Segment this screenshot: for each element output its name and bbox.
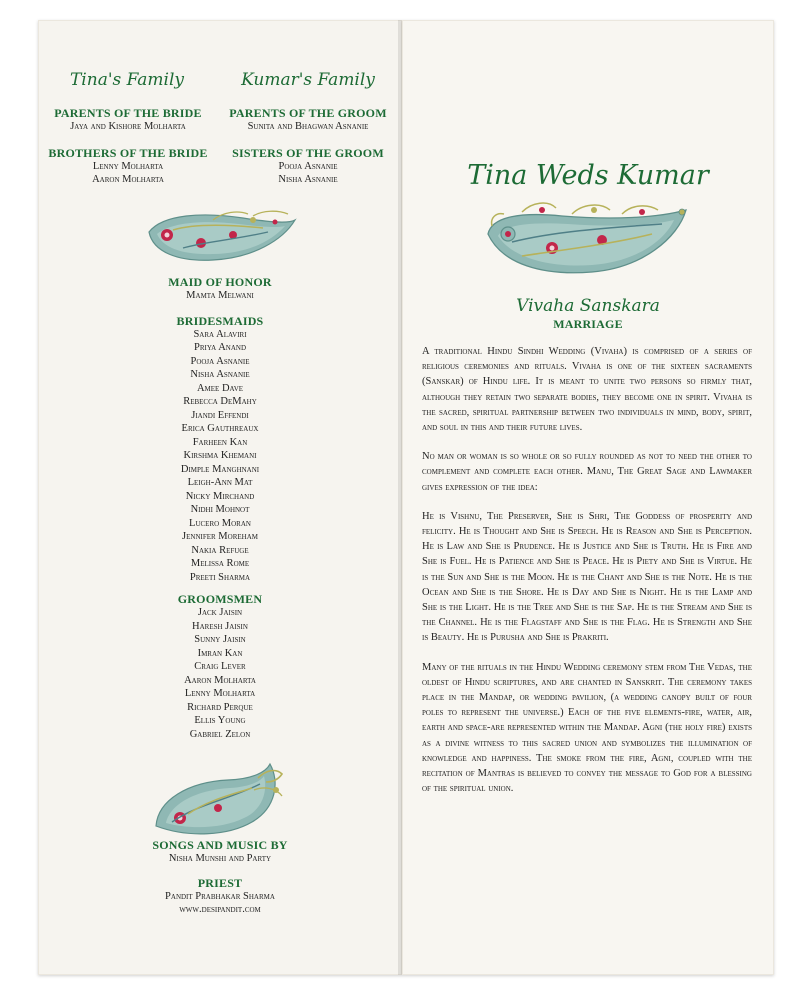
groom-family-title: Kumar's Family [241, 70, 375, 90]
party-member-name: Aaron Molharta [184, 674, 256, 686]
subtitle-block [402, 296, 774, 331]
groomsmen-heading: GROOMSMEN [177, 592, 263, 606]
priest-website: www.desipandit.com [179, 904, 261, 915]
party-member-name: Melissa Rome [190, 558, 250, 569]
sisters-groom-name: Nisha Asnanie [278, 174, 338, 185]
party-member-name: Preeti Sharma [189, 571, 251, 583]
party-member-name: Farheen Kan [192, 436, 248, 448]
body-paragraph: Many of the rituals in the Hindu Wedding ceremony stem from The Vedas, the oldest of Hindu scriptures, and are chanted in Sanskrit. The ceremony takes place in the Mandap, or wedding pavilion, (a wedding canopy built of four poles to represent the universe.) Each of the five elements-fire, water, air, earth and space-are represented within the Mandap. Agni (the holy fire) exists as a divine witness to this sacred union and symbolizes the illumination of knowledge and happiness. The smoke from the fire, Agni, coupled with the recitation of Mantras is believed to convey the message to God for a blessing of the spiritual union. [422, 661, 752, 795]
party-member-name: Pooja Asnanie [190, 355, 250, 367]
party-member-name: Craig Lever [194, 661, 246, 672]
right-panel [402, 20, 774, 975]
party-member-name: Sunny Jaisin [194, 634, 246, 645]
sisters-groom-name: Pooja Asnanie [278, 160, 338, 172]
party-member-name: Nidhi Mohnot [190, 504, 250, 515]
brothers-bride-heading: BROTHERS OF THE BRIDE [48, 145, 208, 160]
body-paragraph: No man or woman is so whole or so fully rounded as not to need the other to complement and complete each other. Manu, The Great Sage and Lawmaker gives expression of the idea: [422, 451, 752, 493]
parents-bride-names: Jaya and Kishore Molharta [70, 121, 186, 132]
party-member-name: Ellis Young [194, 715, 246, 726]
priest-heading: PRIEST [197, 875, 243, 890]
body-text [422, 344, 752, 810]
title-block [402, 160, 774, 192]
page-title: Tina Weds Kumar [467, 160, 709, 191]
party-member-name: Rebecca DeMahy [183, 396, 257, 407]
parents-groom-names: Sunita and Bhagwan Asnanie [247, 121, 369, 132]
parents-bride-heading: PARENTS OF THE BRIDE [54, 106, 202, 120]
party-member-name: Leigh-Ann Mat [187, 477, 253, 488]
body-paragraph: He is Vishnu, The Preserver, She is Shri, The Goddess of prosperity and felicity. He is Thought and She is Speech. He is Reason and She is Perception. He is Law and She is Prudence. He is Justice and She is Truth. He is Fire and She is Fuel. He is Patience and She is Peace. He is Piety and She is Virtue. He is the Sun and She is the Moon. He is the Chant and She is the Note. He is the Ocean and She is the Shore. He is Day and She is Night. He is the Lamp and She is the Light. He is the Tree and She is the Sap. He is the Stream and She is the Channel. He is the Flagstaff and She is the Flag. He is Strength and She is Beauty. He is Purusha and She is Prakriti. [422, 510, 752, 644]
bridesmaids-list [38, 328, 402, 585]
maid-of-honor-name: Mamta Melwani [186, 290, 254, 301]
party-member-name: Gabriel Zelon [189, 728, 251, 740]
parents-groom-heading: PARENTS OF THE GROOM [229, 106, 387, 120]
party-member-name: Nicky Mirchand [185, 490, 255, 502]
credits-section [38, 838, 402, 917]
party-member-name: Jack Jaisin [197, 607, 243, 618]
paisley-ornament [148, 760, 288, 840]
paisley-ornament [482, 198, 692, 278]
party-member-name: Sara Alaviri [193, 328, 247, 340]
maid-of-honor-heading: MAID OF HONOR [168, 275, 272, 289]
songs-heading: SONGS AND MUSIC BY [152, 838, 288, 852]
party-member-name: Priya Anand [193, 342, 247, 353]
songs-name: Nisha Munshi and Party [168, 853, 272, 864]
party-member-name: Kirshma Khemani [183, 450, 257, 461]
page-subtitle: Vivaha Sanskara [516, 296, 660, 316]
section-heading: MARRIAGE [553, 317, 623, 331]
brothers-bride-name: Lenny Molharta [92, 160, 164, 172]
party-member-name: Lucero Moran [189, 517, 251, 529]
party-member-name: Lenny Molharta [184, 688, 256, 699]
wedding-party-list [38, 275, 402, 741]
bride-family-column [38, 70, 218, 187]
party-member-name: Jiandi Effendi [191, 409, 249, 421]
bridesmaids-heading: BRIDESMAIDS [176, 313, 264, 328]
priest-name: Pandit Prabhakar Sharma [165, 890, 275, 902]
left-panel [38, 20, 402, 975]
party-member-name: Imran Kan [197, 647, 243, 659]
party-member-name: Dimple Manghnani [180, 463, 260, 475]
groomsmen-list [38, 606, 402, 741]
party-member-name: Erica Gauthreaux [181, 423, 259, 434]
party-member-name: Haresh Jaisin [192, 620, 248, 632]
brothers-bride-name: Aaron Molharta [92, 174, 164, 185]
paisley-ornament [143, 210, 298, 264]
sisters-groom-heading: SISTERS OF THE GROOM [232, 145, 384, 160]
party-member-name: Amee Dave [196, 382, 244, 394]
party-member-name: Richard Perque [187, 701, 253, 713]
party-member-name: Jennifer Moreham [182, 531, 258, 542]
body-paragraph: A traditional Hindu Sindhi Wedding (Vivaha) is comprised of a series of religious ceremonies and rituals. Vivaha is one of the sixteen sacraments (Sanskar) of Hindu life. It is meant to unite two persons so firmly that, although they retain two separate bodies, they become one in spirit. Vivaha is the sacred, spiritual partnership between two individuals in mind, body, spirit, and soul in this and their future lives. [422, 346, 752, 434]
bride-family-title: Tina's Family [69, 70, 185, 90]
party-member-name: Nakia Refuge [191, 544, 249, 556]
groom-family-column [218, 70, 398, 187]
party-member-name: Nisha Asnanie [190, 369, 250, 380]
